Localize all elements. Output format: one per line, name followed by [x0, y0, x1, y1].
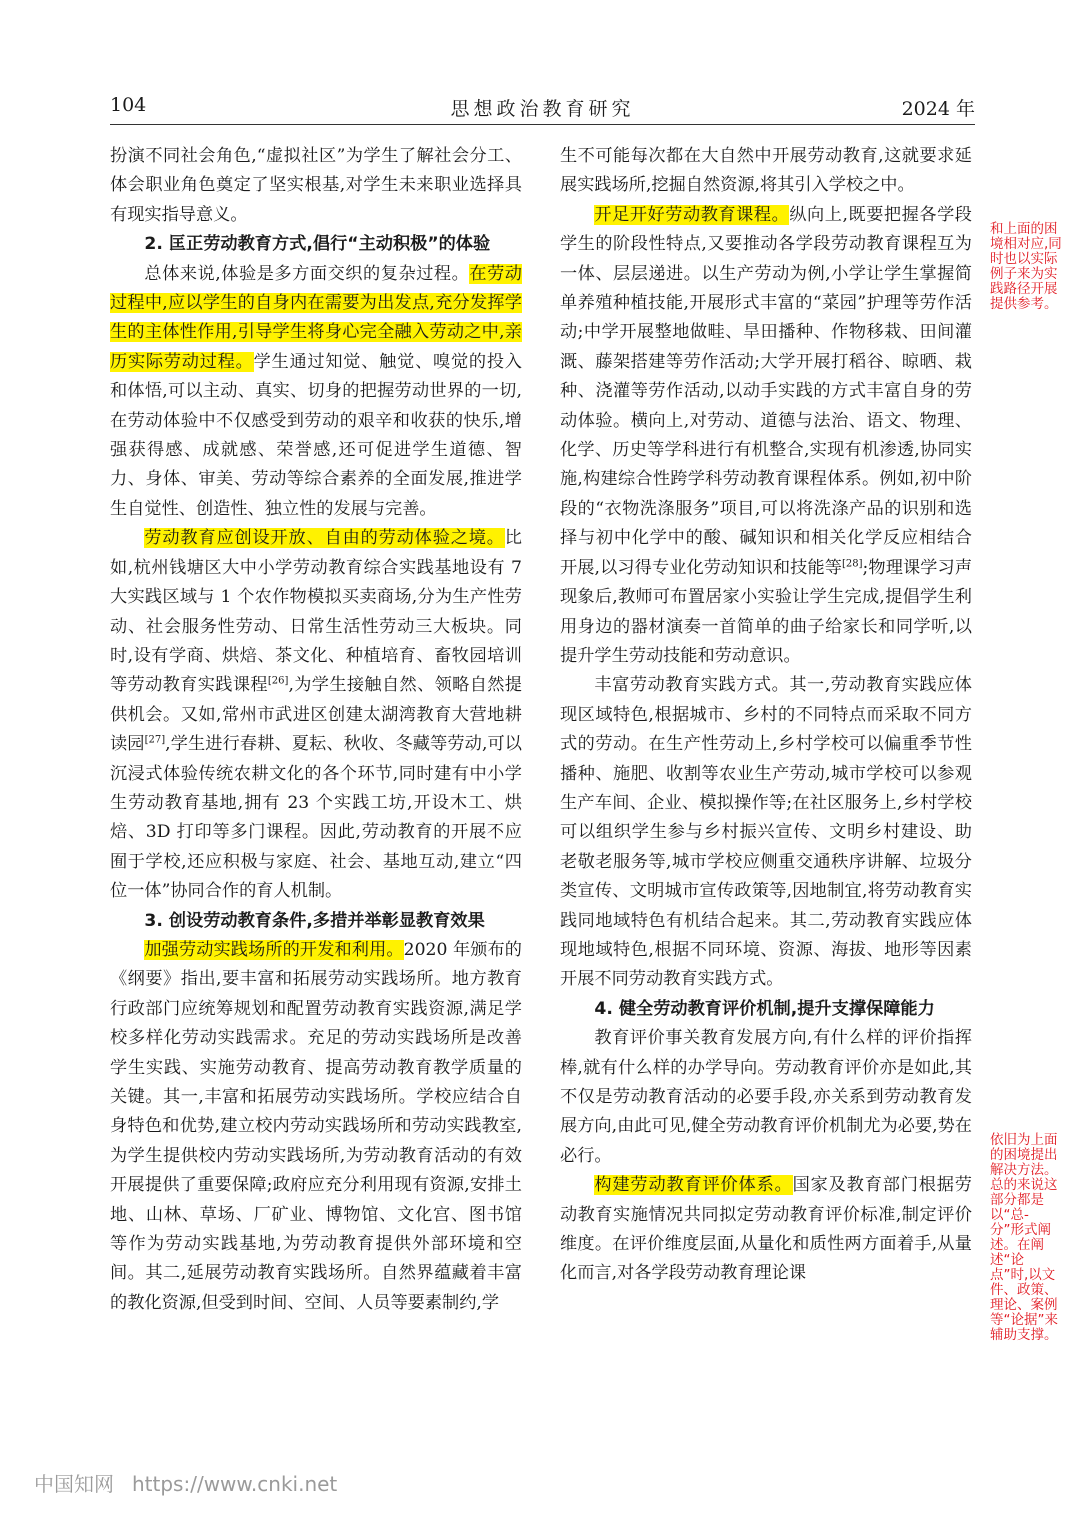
journal-title: 思想政治教育研究	[450, 98, 635, 120]
highlighted-text[interactable]: 在劳动过程中,应以学生的自身内在需要为出发点,充分发挥学生的主体性作用,引导学生将身心完全融入劳动之中,亲历实际劳动过程。	[110, 263, 522, 372]
paragraph	[560, 1171, 972, 1289]
paragraph: 生不可能每次都在大自然中开展劳动教育,这就要求延展实践场所,挖掘自然资源,将其引入学校之中。	[560, 146, 972, 196]
citation-ref[interactable]: [27]	[144, 734, 166, 746]
cnki-watermark	[34, 1468, 337, 1497]
highlighted-text[interactable]: 开足开好劳动教育课程。	[594, 204, 790, 225]
paragraph: 扮演不同社会角色,“虚拟社区”为学生了解社会分工、体会职业角色奠定了坚实根基,对学生未来职业选择具有现实指导意义。	[110, 146, 522, 225]
margin-annotation[interactable]: 和上面的困境相对应,同时也以实际例子来为实践路径开展提供参考。	[990, 221, 1062, 312]
margin-annotation[interactable]: 依旧为上面的困境提出解决方法。总的来说这部分都是以“总-分”形式阐述。在阐述“论点”时,以文件、政策、理论、案例等“论据”来辅助支撑。	[990, 1132, 1058, 1343]
paragraph	[110, 936, 522, 1318]
header-rule	[110, 124, 975, 125]
text-run: 学生通过知觉、触觉、嗅觉的投入和体悟,可以主动、真实、切身的把握劳动世界的一切,在劳动体验中不仅感受到劳动的艰辛和收获的快乐,增强获得感、成就感、荣誉感,还可促进学生道德、智力、身体、审美、劳动等综合素养的全面发展,推进学生自觉性、创造性、独立性的发展与完善。	[110, 351, 522, 519]
text-run: 2020 年颁布的《纲要》指出,要丰富和拓展劳动实践场所。地方教育行政部门应统筹规划和配置劳动教育实践资源,满足学校多样化劳动实践需求。充足的劳动实践场所是改善学生实践、实施劳动教育、提高劳动教育教学质量的关键。其一,丰富和拓展劳动实践场所。学校应结合自身特色和优势,建立校内劳动实践场所和劳动实践教室,为学生提供校内劳动实践场所,为劳动教育活动的有效开展提供了重要保障;政府应充分利用现有资源,安排土地、山林、草场、厂矿业、博物馆、文化宫、图书馆等作为劳动实践基地,为劳动教育提供外部环境和空间。其二,延展劳动教育实践场所。自然界蕴藏着丰富的教化资源,但受到时间、空间、人员等要素制约,学	[110, 939, 522, 1313]
right-column	[560, 142, 972, 1289]
paragraph	[110, 260, 522, 525]
page-header	[110, 94, 975, 124]
text-run: 比如,杭州钱塘区大中小学劳动教育综合实践基地设有 7 大实践区域与 1 个农作物模拟买卖商场,分为生产性劳动、社会服务性劳动、日常生活性劳动三大板块。同时,设有学商、烘焙、茶文化、种植培育、畜牧园培训等劳动教育实践课程	[110, 528, 522, 696]
text-run: ;物理课学习声现象后,教师可布置居家小实验让学生完成,提倡学生利用身边的器材演奏一首简单的曲子给家长和同学听,以提升学生劳动技能和劳动意识。	[560, 557, 973, 666]
watermark-brand: 中国知网	[34, 1472, 114, 1496]
text-run: 纵向上,既要把握各学段学生的阶段性特点,又要推动各学段劳动教育课程互为一体、层层递进。以生产劳动为例,小学让学生掌握简单养殖种植技能,开展形式丰富的“菜园”护理等劳作活动;中学开展整地做畦、旱田播种、作物移栽、田间灌溉、藤架搭建等劳作活动;大学开展打稻谷、晾晒、栽种、浇灌等劳作活动,以动手实践的方式丰富自身的劳动体验。横向上,对劳动、道德与法治、语文、物理、化学、历史等学科进行有机整合,实现有机渗透,协同实施,构建综合性跨学科劳动教育课程体系。例如,初中阶段的“衣物洗涤服务”项目,可以将洗涤产品的识别和选择与初中化学中的酸、碱知识和相关化学反应相结合开展,以习得专业化劳动知识和技能等	[560, 204, 972, 578]
section-heading: 3. 创设劳动教育条件,多措并举彰显教育效果	[144, 910, 485, 931]
publication-year: 2024 年	[901, 98, 975, 120]
highlighted-text[interactable]: 加强劳动实践场所的开发和利用。	[144, 939, 404, 960]
paragraph: 丰富劳动教育实践方式。其一,劳动教育实践应体现区域特色,根据城市、乡村的不同特点而采取不同方式的劳动。在生产性劳动上,乡村学校可以偏重季节性播种、施肥、收割等农业生产劳动,城市学校可以参观生产车间、企业、模拟操作等;在社区服务上,乡村学校可以组织学生参与乡村振兴宣传、文明乡村建设、助老敬老服务等,城市学校应侧重交通秩序讲解、垃圾分类宣传、文明城市宣传政策等,因地制宜,将劳动教育实践同地域特色有机结合起来。其二,劳动教育实践应体现地域特色,根据不同环境、资源、海拔、地形等因素开展不同劳动教育实践方式。	[560, 675, 972, 990]
highlighted-text[interactable]: 劳动教育应创设开放、自由的劳动体验之境。	[144, 528, 505, 549]
page-number: 104	[110, 94, 147, 116]
paragraph	[110, 524, 522, 906]
section-heading: 2. 匡正劳动教育方式,倡行“主动积极”的体验	[144, 234, 491, 255]
left-column	[110, 142, 522, 1318]
section-heading: 4. 健全劳动教育评价机制,提升支撑保障能力	[594, 998, 935, 1019]
citation-ref[interactable]: [28]	[842, 557, 863, 569]
paragraph	[560, 201, 972, 672]
text-run: ,为学生接触自然、领略自然提供机会。又如,常州市武进区创建太湖湾教育大营地耕读园	[110, 675, 522, 755]
text-run: ,学生进行春耕、夏耘、秋收、冬藏等劳动,可以沉浸式体验传统农耕文化的各个环节,同时建有中小学生劳动教育基地,拥有 23 个实践工坊,开设木工、烘焙、3D 打印等多门课程。因此,劳动教育的开展不应囿于学校,还应积极与家庭、社会、基地互动,建立“四位一体”协同合作的育人机制。	[110, 734, 522, 902]
paragraph: 教育评价事关教育发展方向,有什么样的评价指挥棒,就有什么样的办学导向。劳动教育评价亦是如此,其不仅是劳动教育活动的必要手段,亦关系到劳动教育发展方向,由此可见,健全劳动教育评价机制尤为必要,势在必行。	[560, 1028, 972, 1166]
highlighted-text[interactable]: 构建劳动教育评价体系。	[594, 1175, 793, 1196]
watermark-url: https://www.cnki.net	[132, 1472, 338, 1496]
text-run: 国家及教育部门根据劳动教育实施情况共同拟定劳动教育评价标准,制定评价维度。在评价维度层面,从量化和质性两方面着手,从量化而言,对各学段劳动教育理论课	[560, 1175, 972, 1284]
text-run: 总体来说,体验是多方面交织的复杂过程。	[144, 263, 470, 284]
citation-ref[interactable]: [26]	[267, 675, 289, 687]
